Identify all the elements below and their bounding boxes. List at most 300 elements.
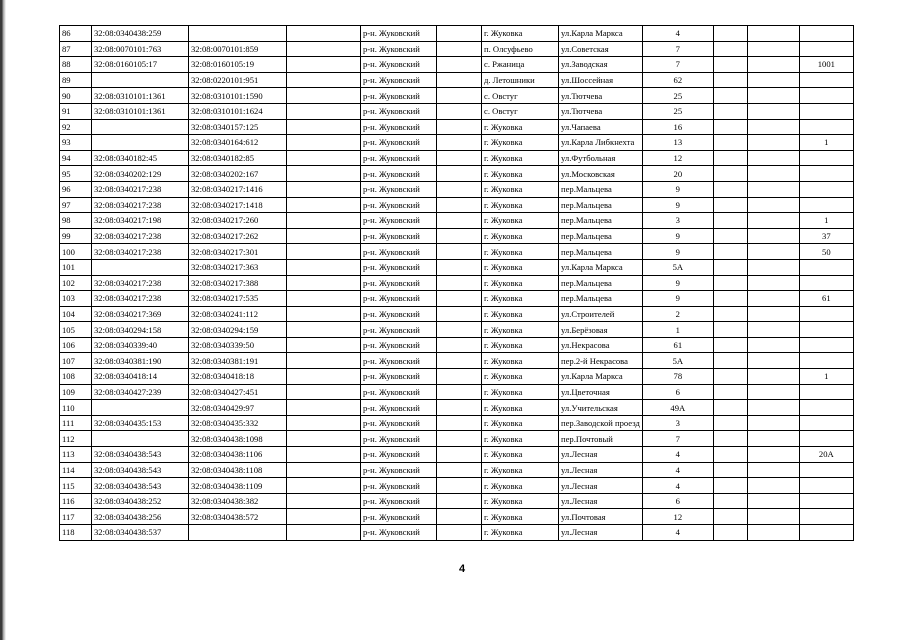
apartment-cell — [799, 415, 853, 431]
empty-cell — [713, 57, 747, 73]
table-row — [60, 431, 854, 447]
cadastral-number-cell: 32:08:0340438:537 — [92, 525, 189, 541]
district-cell: р-н. Жуковский — [361, 306, 437, 322]
building-cadastral-number-cell: 32:08:0340438:1108 — [189, 462, 287, 478]
empty-cell — [747, 525, 799, 541]
locality-cell: г. Жуковка — [482, 400, 559, 416]
cadastral-number-cell: 32:08:0340202:129 — [92, 166, 189, 182]
empty-cell — [747, 447, 799, 463]
cadastral-number-cell: 32:08:0340427:239 — [92, 384, 189, 400]
empty-cell — [747, 493, 799, 509]
empty-cell — [713, 337, 747, 353]
empty-cell — [287, 447, 361, 463]
table-row — [60, 478, 854, 494]
apartment-cell: 1 — [799, 369, 853, 385]
empty-cell — [747, 213, 799, 229]
house-number-cell: 4 — [642, 462, 713, 478]
table-row — [60, 213, 854, 229]
empty-cell — [747, 369, 799, 385]
table-row — [60, 166, 854, 182]
house-number-cell: 25 — [642, 88, 713, 104]
row-number-cell: 117 — [60, 509, 92, 525]
empty-cell — [287, 259, 361, 275]
empty-cell — [713, 509, 747, 525]
empty-cell — [713, 478, 747, 494]
street-cell: пер.Мальцева — [559, 291, 643, 307]
empty-cell — [747, 26, 799, 42]
empty-cell — [713, 197, 747, 213]
apartment-cell — [799, 259, 853, 275]
apartment-cell — [799, 525, 853, 541]
row-number-cell: 90 — [60, 88, 92, 104]
empty-cell — [287, 322, 361, 338]
empty-cell — [437, 447, 482, 463]
row-number-cell: 113 — [60, 447, 92, 463]
apartment-cell — [799, 275, 853, 291]
empty-cell — [437, 119, 482, 135]
house-number-cell: 9 — [642, 275, 713, 291]
empty-cell — [437, 337, 482, 353]
empty-cell — [437, 103, 482, 119]
empty-cell — [437, 259, 482, 275]
street-cell: ул.Строителей — [559, 306, 643, 322]
house-number-cell: 9 — [642, 181, 713, 197]
table-row — [60, 384, 854, 400]
district-cell: р-н. Жуковский — [361, 228, 437, 244]
building-cadastral-number-cell: 32:08:0340339:50 — [189, 337, 287, 353]
building-cadastral-number-cell: 32:08:0340217:535 — [189, 291, 287, 307]
empty-cell — [287, 244, 361, 260]
empty-cell — [713, 431, 747, 447]
apartment-cell: 50 — [799, 244, 853, 260]
table-row — [60, 197, 854, 213]
empty-cell — [287, 119, 361, 135]
district-cell: р-н. Жуковский — [361, 213, 437, 229]
house-number-cell: 49А — [642, 400, 713, 416]
row-number-cell: 95 — [60, 166, 92, 182]
empty-cell — [437, 213, 482, 229]
locality-cell: г. Жуковка — [482, 197, 559, 213]
cadastral-number-cell — [92, 259, 189, 275]
locality-cell: г. Жуковка — [482, 478, 559, 494]
empty-cell — [287, 291, 361, 307]
empty-cell — [747, 337, 799, 353]
house-number-cell: 16 — [642, 119, 713, 135]
locality-cell: г. Жуковка — [482, 369, 559, 385]
apartment-cell: 37 — [799, 228, 853, 244]
locality-cell: г. Жуковка — [482, 119, 559, 135]
cadastral-number-cell: 32:08:0340438:259 — [92, 26, 189, 42]
table-row — [60, 337, 854, 353]
building-cadastral-number-cell: 32:08:0340435:332 — [189, 415, 287, 431]
row-number-cell: 93 — [60, 135, 92, 151]
empty-cell — [713, 384, 747, 400]
empty-cell — [713, 306, 747, 322]
cadastral-number-cell — [92, 400, 189, 416]
building-cadastral-number-cell: 32:08:0340438:1109 — [189, 478, 287, 494]
street-cell: ул.Почтовая — [559, 509, 643, 525]
empty-cell — [747, 291, 799, 307]
empty-cell — [713, 525, 747, 541]
district-cell: р-н. Жуковский — [361, 415, 437, 431]
empty-cell — [713, 26, 747, 42]
district-cell: р-н. Жуковский — [361, 150, 437, 166]
building-cadastral-number-cell: 32:08:0340438:1106 — [189, 447, 287, 463]
empty-cell — [747, 57, 799, 73]
cadastral-number-cell: 32:08:0340381:190 — [92, 353, 189, 369]
building-cadastral-number-cell — [189, 26, 287, 42]
row-number-cell: 87 — [60, 41, 92, 57]
empty-cell — [747, 275, 799, 291]
building-cadastral-number-cell: 32:08:0310101:1624 — [189, 103, 287, 119]
district-cell: р-н. Жуковский — [361, 384, 437, 400]
scan-edge — [0, 0, 6, 640]
locality-cell: г. Жуковка — [482, 384, 559, 400]
building-cadastral-number-cell: 32:08:0340241:112 — [189, 306, 287, 322]
table-row — [60, 88, 854, 104]
street-cell: ул.Некрасова — [559, 337, 643, 353]
district-cell: р-н. Жуковский — [361, 400, 437, 416]
empty-cell — [713, 213, 747, 229]
table-row — [60, 462, 854, 478]
empty-cell — [747, 244, 799, 260]
house-number-cell: 12 — [642, 150, 713, 166]
house-number-cell: 7 — [642, 431, 713, 447]
empty-cell — [437, 462, 482, 478]
row-number-cell: 96 — [60, 181, 92, 197]
apartment-cell — [799, 462, 853, 478]
district-cell: р-н. Жуковский — [361, 57, 437, 73]
empty-cell — [287, 103, 361, 119]
district-cell: р-н. Жуковский — [361, 291, 437, 307]
building-cadastral-number-cell: 32:08:0340381:191 — [189, 353, 287, 369]
row-number-cell: 88 — [60, 57, 92, 73]
empty-cell — [747, 135, 799, 151]
empty-cell — [287, 525, 361, 541]
house-number-cell: 9 — [642, 228, 713, 244]
empty-cell — [747, 119, 799, 135]
empty-cell — [287, 384, 361, 400]
house-number-cell: 1 — [642, 322, 713, 338]
locality-cell: г. Жуковка — [482, 322, 559, 338]
empty-cell — [713, 259, 747, 275]
building-cadastral-number-cell: 32:08:0340438:572 — [189, 509, 287, 525]
cadastral-number-cell: 32:08:0340438:543 — [92, 462, 189, 478]
building-cadastral-number-cell: 32:08:0340202:167 — [189, 166, 287, 182]
empty-cell — [747, 509, 799, 525]
empty-cell — [287, 26, 361, 42]
empty-cell — [713, 228, 747, 244]
district-cell: р-н. Жуковский — [361, 493, 437, 509]
locality-cell: г. Жуковка — [482, 462, 559, 478]
empty-cell — [287, 88, 361, 104]
house-number-cell: 4 — [642, 478, 713, 494]
row-number-cell: 102 — [60, 275, 92, 291]
apartment-cell — [799, 181, 853, 197]
cadastral-number-cell: 32:08:0340217:238 — [92, 244, 189, 260]
building-cadastral-number-cell: 32:08:0160105:19 — [189, 57, 287, 73]
row-number-cell: 110 — [60, 400, 92, 416]
building-cadastral-number-cell: 32:08:0310101:1590 — [189, 88, 287, 104]
empty-cell — [713, 493, 747, 509]
building-cadastral-number-cell: 32:08:0340217:363 — [189, 259, 287, 275]
cadastral-number-cell: 32:08:0340182:45 — [92, 150, 189, 166]
empty-cell — [713, 88, 747, 104]
street-cell: ул.Лесная — [559, 447, 643, 463]
table-row — [60, 135, 854, 151]
row-number-cell: 112 — [60, 431, 92, 447]
cadastral-number-cell: 32:08:0340438:256 — [92, 509, 189, 525]
street-cell: ул.Карла Маркса — [559, 26, 643, 42]
district-cell: р-н. Жуковский — [361, 244, 437, 260]
street-cell: ул.Тютчева — [559, 88, 643, 104]
building-cadastral-number-cell: 32:08:0340217:260 — [189, 213, 287, 229]
house-number-cell: 61 — [642, 337, 713, 353]
row-number-cell: 94 — [60, 150, 92, 166]
locality-cell: г. Жуковка — [482, 509, 559, 525]
empty-cell — [437, 228, 482, 244]
house-number-cell: 3 — [642, 213, 713, 229]
cadastral-number-cell: 32:08:0340435:153 — [92, 415, 189, 431]
table-row — [60, 103, 854, 119]
row-number-cell: 100 — [60, 244, 92, 260]
street-cell: ул.Чапаева — [559, 119, 643, 135]
apartment-cell — [799, 26, 853, 42]
empty-cell — [747, 306, 799, 322]
empty-cell — [747, 415, 799, 431]
locality-cell: с. Ржаница — [482, 57, 559, 73]
empty-cell — [437, 509, 482, 525]
empty-cell — [437, 478, 482, 494]
locality-cell: г. Жуковка — [482, 259, 559, 275]
street-cell: ул.Лесная — [559, 462, 643, 478]
building-cadastral-number-cell — [189, 525, 287, 541]
street-cell: пер.Мальцева — [559, 275, 643, 291]
apartment-cell — [799, 119, 853, 135]
table-row — [60, 493, 854, 509]
locality-cell: г. Жуковка — [482, 493, 559, 509]
apartment-cell: 1001 — [799, 57, 853, 73]
apartment-cell — [799, 353, 853, 369]
empty-cell — [713, 150, 747, 166]
street-cell: ул.Лесная — [559, 525, 643, 541]
empty-cell — [437, 72, 482, 88]
cadastral-number-cell: 32:08:0340217:369 — [92, 306, 189, 322]
empty-cell — [713, 415, 747, 431]
empty-cell — [713, 400, 747, 416]
district-cell: р-н. Жуковский — [361, 337, 437, 353]
building-cadastral-number-cell: 32:08:0340157:125 — [189, 119, 287, 135]
locality-cell: г. Жуковка — [482, 353, 559, 369]
house-number-cell: 7 — [642, 57, 713, 73]
cadastral-number-cell: 32:08:0340438:543 — [92, 447, 189, 463]
house-number-cell: 6 — [642, 493, 713, 509]
street-cell: ул.Карла Либкнехта — [559, 135, 643, 151]
empty-cell — [747, 41, 799, 57]
district-cell: р-н. Жуковский — [361, 322, 437, 338]
row-number-cell: 99 — [60, 228, 92, 244]
table-row — [60, 447, 854, 463]
empty-cell — [437, 135, 482, 151]
district-cell: р-н. Жуковский — [361, 259, 437, 275]
empty-cell — [287, 509, 361, 525]
empty-cell — [713, 462, 747, 478]
empty-cell — [437, 369, 482, 385]
locality-cell: г. Жуковка — [482, 26, 559, 42]
locality-cell: г. Жуковка — [482, 431, 559, 447]
street-cell: пер.Заводской проезд — [559, 415, 643, 431]
locality-cell: г. Жуковка — [482, 135, 559, 151]
district-cell: р-н. Жуковский — [361, 103, 437, 119]
empty-cell — [437, 431, 482, 447]
table-row — [60, 415, 854, 431]
row-number-cell: 109 — [60, 384, 92, 400]
locality-cell: г. Жуковка — [482, 228, 559, 244]
table-row — [60, 259, 854, 275]
building-cadastral-number-cell: 32:08:0340427:451 — [189, 384, 287, 400]
empty-cell — [437, 384, 482, 400]
district-cell: р-н. Жуковский — [361, 447, 437, 463]
empty-cell — [437, 26, 482, 42]
table-row — [60, 228, 854, 244]
street-cell: пер.Мальцева — [559, 213, 643, 229]
table-row — [60, 369, 854, 385]
table-row — [60, 322, 854, 338]
locality-cell: г. Жуковка — [482, 525, 559, 541]
empty-cell — [713, 135, 747, 151]
house-number-cell: 12 — [642, 509, 713, 525]
street-cell: ул.Лесная — [559, 478, 643, 494]
apartment-cell — [799, 384, 853, 400]
empty-cell — [437, 166, 482, 182]
apartment-cell — [799, 337, 853, 353]
empty-cell — [437, 291, 482, 307]
district-cell: р-н. Жуковский — [361, 119, 437, 135]
cadastral-number-cell: 32:08:0340217:238 — [92, 275, 189, 291]
empty-cell — [437, 181, 482, 197]
empty-cell — [287, 57, 361, 73]
empty-cell — [713, 322, 747, 338]
house-number-cell: 6 — [642, 384, 713, 400]
empty-cell — [437, 493, 482, 509]
street-cell: ул.Заводская — [559, 57, 643, 73]
page-number: 4 — [458, 563, 466, 575]
empty-cell — [747, 88, 799, 104]
empty-cell — [287, 166, 361, 182]
table-row — [60, 72, 854, 88]
empty-cell — [287, 478, 361, 494]
empty-cell — [287, 275, 361, 291]
empty-cell — [287, 493, 361, 509]
street-cell: ул.Лесная — [559, 493, 643, 509]
district-cell: р-н. Жуковский — [361, 509, 437, 525]
house-number-cell: 78 — [642, 369, 713, 385]
empty-cell — [713, 291, 747, 307]
table-row — [60, 57, 854, 73]
row-number-cell: 108 — [60, 369, 92, 385]
address-register-table — [59, 25, 854, 541]
empty-cell — [747, 150, 799, 166]
table-row — [60, 525, 854, 541]
apartment-cell — [799, 306, 853, 322]
table-row — [60, 244, 854, 260]
district-cell: р-н. Жуковский — [361, 525, 437, 541]
locality-cell: г. Жуковка — [482, 291, 559, 307]
house-number-cell: 13 — [642, 135, 713, 151]
empty-cell — [747, 353, 799, 369]
street-cell: ул.Московская — [559, 166, 643, 182]
house-number-cell: 20 — [642, 166, 713, 182]
row-number-cell: 86 — [60, 26, 92, 42]
house-number-cell: 4 — [642, 525, 713, 541]
row-number-cell: 106 — [60, 337, 92, 353]
empty-cell — [287, 197, 361, 213]
table-row — [60, 291, 854, 307]
locality-cell: г. Жуковка — [482, 306, 559, 322]
locality-cell: г. Жуковка — [482, 415, 559, 431]
table-row — [60, 181, 854, 197]
table-row — [60, 26, 854, 42]
building-cadastral-number-cell: 32:08:0340294:159 — [189, 322, 287, 338]
row-number-cell: 107 — [60, 353, 92, 369]
district-cell: р-н. Жуковский — [361, 478, 437, 494]
house-number-cell: 2 — [642, 306, 713, 322]
building-cadastral-number-cell: 32:08:0340217:262 — [189, 228, 287, 244]
empty-cell — [287, 135, 361, 151]
apartment-cell — [799, 400, 853, 416]
street-cell: ул.Карла Маркса — [559, 369, 643, 385]
apartment-cell — [799, 166, 853, 182]
cadastral-number-cell: 32:08:0340217:198 — [92, 213, 189, 229]
table-row — [60, 509, 854, 525]
empty-cell — [713, 244, 747, 260]
house-number-cell: 7 — [642, 41, 713, 57]
empty-cell — [747, 72, 799, 88]
table-row — [60, 41, 854, 57]
row-number-cell: 116 — [60, 493, 92, 509]
district-cell: р-н. Жуковский — [361, 26, 437, 42]
apartment-cell — [799, 72, 853, 88]
apartment-cell: 1 — [799, 135, 853, 151]
empty-cell — [713, 103, 747, 119]
row-number-cell: 111 — [60, 415, 92, 431]
locality-cell: г. Жуковка — [482, 244, 559, 260]
district-cell: р-н. Жуковский — [361, 353, 437, 369]
empty-cell — [437, 322, 482, 338]
table-row — [60, 353, 854, 369]
empty-cell — [287, 400, 361, 416]
street-cell: пер.Мальцева — [559, 244, 643, 260]
building-cadastral-number-cell: 32:08:0340438:1098 — [189, 431, 287, 447]
building-cadastral-number-cell: 32:08:0340438:382 — [189, 493, 287, 509]
district-cell: р-н. Жуковский — [361, 72, 437, 88]
district-cell: р-н. Жуковский — [361, 88, 437, 104]
empty-cell — [287, 72, 361, 88]
apartment-cell — [799, 41, 853, 57]
empty-cell — [437, 57, 482, 73]
row-number-cell: 118 — [60, 525, 92, 541]
empty-cell — [287, 415, 361, 431]
street-cell: ул.Учительская — [559, 400, 643, 416]
building-cadastral-number-cell: 32:08:0340429:97 — [189, 400, 287, 416]
row-number-cell: 92 — [60, 119, 92, 135]
empty-cell — [437, 244, 482, 260]
empty-cell — [437, 275, 482, 291]
empty-cell — [287, 306, 361, 322]
empty-cell — [437, 197, 482, 213]
cadastral-number-cell — [92, 119, 189, 135]
empty-cell — [713, 119, 747, 135]
